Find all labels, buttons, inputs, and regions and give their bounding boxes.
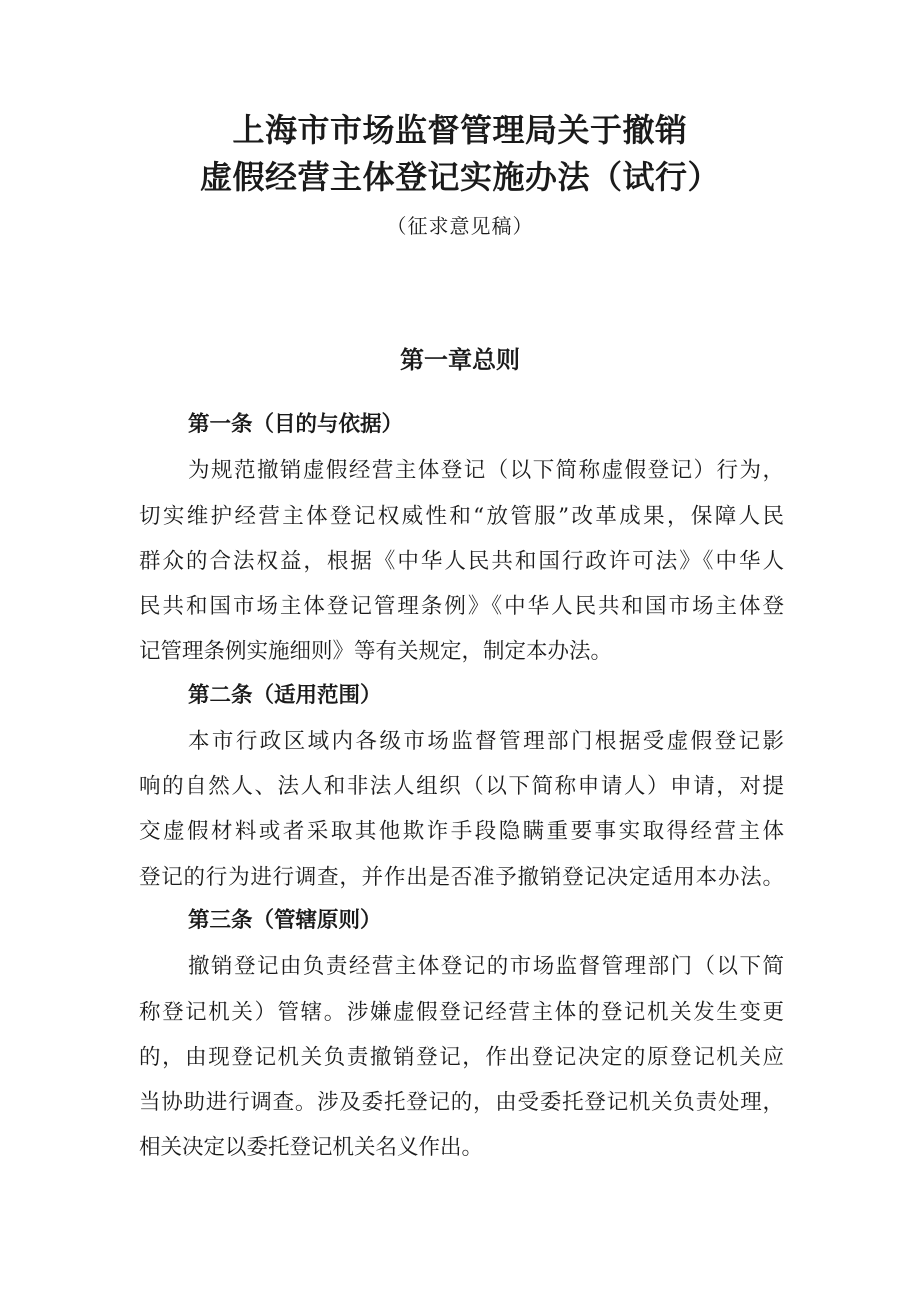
- article-1-line: 群众的合法权益，根据《中华人民共和国行政许可法》《中华人: [139, 549, 784, 574]
- article-1-line: 切实维护经营主体登记权威性和“放管服”改革成果，保障人民: [139, 504, 784, 529]
- article-1-line: 记管理条例实施细则》等有关规定，制定本办法。: [139, 639, 613, 664]
- article-2-line: 本市行政区域内各级市场监督管理部门根据受虚假登记影: [188, 729, 784, 754]
- article-3-line: 相关决定以委托登记机关名义作出。: [139, 1135, 484, 1160]
- document-subtitle: （征求意见稿）: [386, 214, 534, 238]
- article-3-line: 的，由现登记机关负责撤销登记，作出登记决定的原登记机关应: [139, 1045, 784, 1070]
- article-3-heading: 第三条（管辖原则）: [188, 908, 382, 933]
- article-1-heading: 第一条（目的与依据）: [188, 412, 404, 437]
- article-1-line: 民共和国市场主体登记管理条例》《中华人民共和国市场主体登: [139, 594, 784, 619]
- article-2-line: 交虚假材料或者采取其他欺诈手段隐瞒重要事实取得经营主体: [139, 819, 784, 844]
- article-3-line: 当协助进行调查。涉及委托登记的，由受委托登记机关负责处理，: [139, 1090, 784, 1115]
- article-2-heading: 第二条（适用范围）: [188, 683, 382, 708]
- article-3-line: 撤销登记由负责经营主体登记的市场监督管理部门（以下简: [188, 954, 784, 979]
- article-1-line: 为规范撤销虚假经营主体登记（以下简称虚假登记）行为，: [188, 458, 784, 483]
- article-2-line: 登记的行为进行调查，并作出是否准予撤销登记决定适用本办法。: [139, 865, 784, 890]
- chapter-heading: 第一章总则: [400, 346, 520, 374]
- article-3-line: 称登记机关）管辖。涉嫌虚假登记经营主体的登记机关发生变更: [139, 1000, 784, 1025]
- article-2-line: 响的自然人、法人和非法人组织（以下简称申请人）申请，对提: [139, 774, 784, 799]
- document-title-line-1: 上海市市场监督管理局关于撤销: [232, 111, 688, 149]
- document-title-line-2: 虚假经营主体登记实施办法（试行）: [199, 158, 720, 196]
